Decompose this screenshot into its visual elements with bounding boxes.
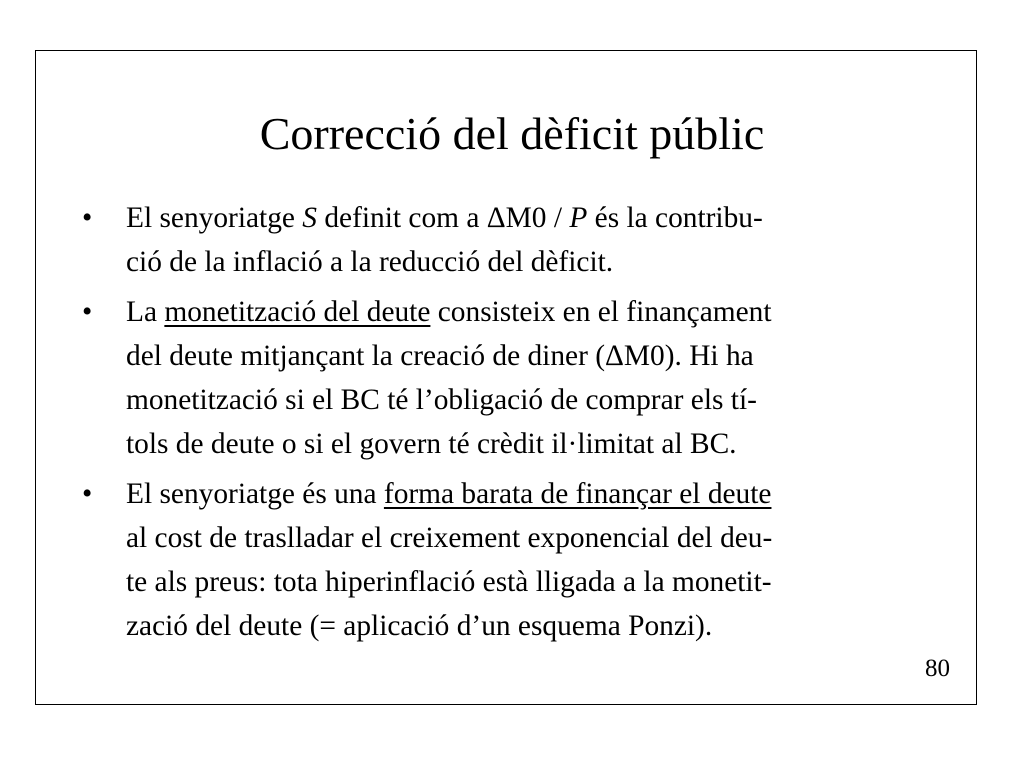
variable-s: S	[302, 202, 317, 234]
text-segment: El senyoriatge és una	[126, 478, 384, 510]
bullet-line: te als preus: tota hiperinflació està lligada a la monetit-	[126, 566, 772, 598]
text-segment: El senyoriatge	[126, 202, 303, 234]
underlined-term: forma barata de finançar el deute	[383, 478, 772, 510]
bullet-line: monetització si el BC té l’obligació de comprar els tí-	[126, 384, 757, 416]
bullet-line	[126, 472, 954, 516]
bullet-line: del deute mitjançant la creació de diner (ΔM0). Hi ha	[126, 340, 754, 372]
bullet-line: zació del deute (= aplicació d’un esquema Ponzi).	[126, 610, 713, 642]
slide-title: Correcció del dèficit públic	[259, 108, 765, 159]
text-segment: consisteix en el finançament	[430, 296, 772, 328]
bullet-item-debt-monetization	[82, 290, 954, 466]
bullet-list	[82, 196, 954, 654]
underlined-term: monetització del deute	[164, 296, 431, 328]
bullet-icon: •	[82, 202, 93, 234]
bullet-line	[126, 196, 954, 240]
bullet-icon: •	[82, 296, 93, 328]
text-segment: La	[126, 296, 165, 328]
text-segment: definit com a ΔM0 /	[317, 202, 570, 234]
page-number: 80	[925, 655, 950, 682]
bullet-line	[126, 290, 954, 334]
bullet-line: al cost de traslladar el creixement exponencial del deu-	[126, 522, 773, 554]
bullet-line: tols de deute o si el govern té crèdit il·limitat al BC.	[126, 428, 737, 460]
bullet-icon: •	[82, 478, 93, 510]
bullet-line: ció de la inflació a la reducció del dèficit.	[126, 246, 614, 278]
bullet-item-cheap-financing	[82, 472, 954, 648]
text-segment: és la contribu-	[587, 202, 763, 234]
variable-p: P	[569, 202, 588, 234]
bullet-item-seigniorage-definition	[82, 196, 954, 284]
